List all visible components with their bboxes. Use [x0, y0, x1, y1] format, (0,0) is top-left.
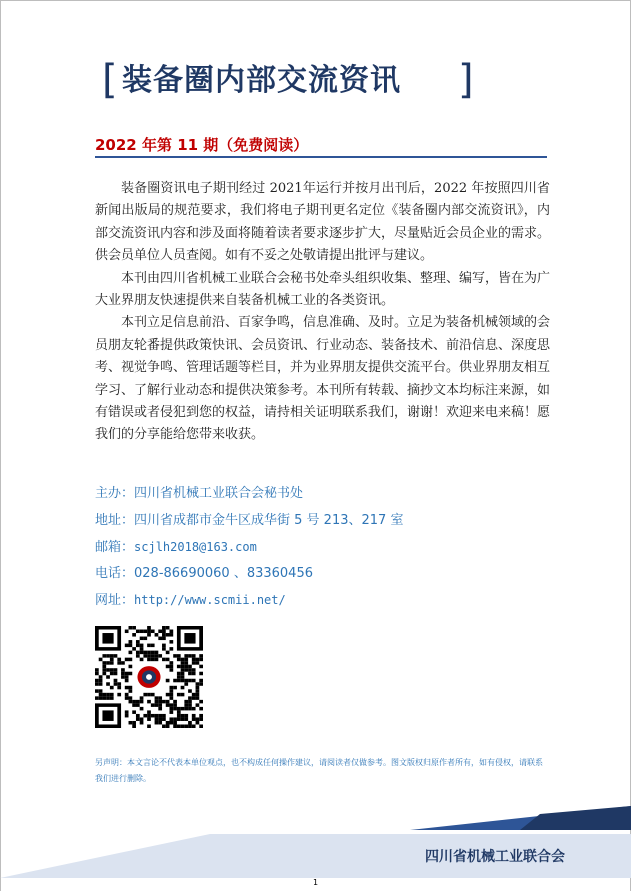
contact-website-label: 网址：: [95, 593, 135, 608]
contact-phone: [95, 561, 555, 588]
masthead-title: 装备圈内部交流资讯: [122, 63, 401, 98]
contact-host-value: 四川省机械工业联合会秘书处: [134, 486, 304, 501]
contact-host-label: 主办：: [95, 486, 135, 501]
contact-block: [95, 481, 555, 614]
intro-paragraph: 本刊立足信息前沿、百家争鸣，信息准确、及时。立足为装备机械领域的会员朋友轮番提供政策快讯、会员资讯、行业动态、装备技术、前沿信息、深度思考、视觉争鸣、管理话题等栏目，并为业界朋友提供交流平台。供业界朋友相互学习、了解行业动态和提供决策参考。本刊所有转载、摘抄文本均标注来源，如有错误或者侵犯到您的权益，请持相关证明联系我们，谢谢！欢迎来电来稿！愿我们的分享能给您带来收获。: [95, 315, 551, 443]
masthead-bracket-left: [: [102, 57, 118, 103]
contact-email: [95, 534, 555, 561]
contact-email-link[interactable]: scjlh2018@163.com: [134, 540, 257, 554]
footer-band: [0, 800, 631, 878]
intro-paragraph: 装备圈资讯电子期刊经过 2021年运行并按月出刊后，2022 年按照四川省新闻出版局的规范要求，我们将电子期刊更名定位《装备圈内部交流资讯》，内部交流资讯内容和涉及面将随着读者要求逐步扩大，尽量贴近会员企业的需求。供会员单位人员查阅。如有不妥之处敬请提出批评与建议。: [95, 181, 551, 264]
contact-email-label: 邮箱：: [95, 540, 135, 555]
contact-address-label: 地址：: [95, 512, 135, 528]
page-number: 1: [312, 878, 319, 887]
page-border-left: [0, 0, 1, 891]
contact-address: [95, 508, 555, 535]
contact-phone-value: 028-86690060 、83360456: [134, 565, 313, 581]
issue-label: 2022 年第 11 期（免费阅读）: [95, 136, 309, 154]
contact-website-link[interactable]: http://www.scmii.net/: [134, 593, 286, 607]
masthead: [102, 58, 482, 104]
masthead-bracket-right: ]: [458, 57, 474, 103]
contact-phone-label: 电话：: [95, 565, 135, 581]
contact-address-value: 四川省成都市金牛区成华街 5 号 213、217 室: [134, 512, 404, 528]
qr-code: [95, 626, 203, 728]
footer-dark-accent: [520, 806, 631, 830]
disclaimer-text: 另声明：本文言论不代表本单位观点，也不构成任何操作建议，请阅读者仅做参考。图文版权归原作者所有，如有侵权，请联系我们进行删除。: [95, 758, 543, 783]
issue-divider: [95, 156, 547, 158]
contact-host: [95, 481, 555, 508]
intro-paragraph: 本刊由四川省机械工业联合会秘书处牵头组织收集、整理、编写，皆在为广大业界朋友快速提供来自装备机械工业的各类资讯。: [95, 270, 551, 309]
footer-org-name: 四川省机械工业联合会: [425, 849, 565, 865]
page-border-top: [0, 0, 631, 1]
qr-code-graphic: [95, 626, 203, 728]
contact-website: [95, 587, 555, 614]
intro-body: [95, 178, 550, 447]
